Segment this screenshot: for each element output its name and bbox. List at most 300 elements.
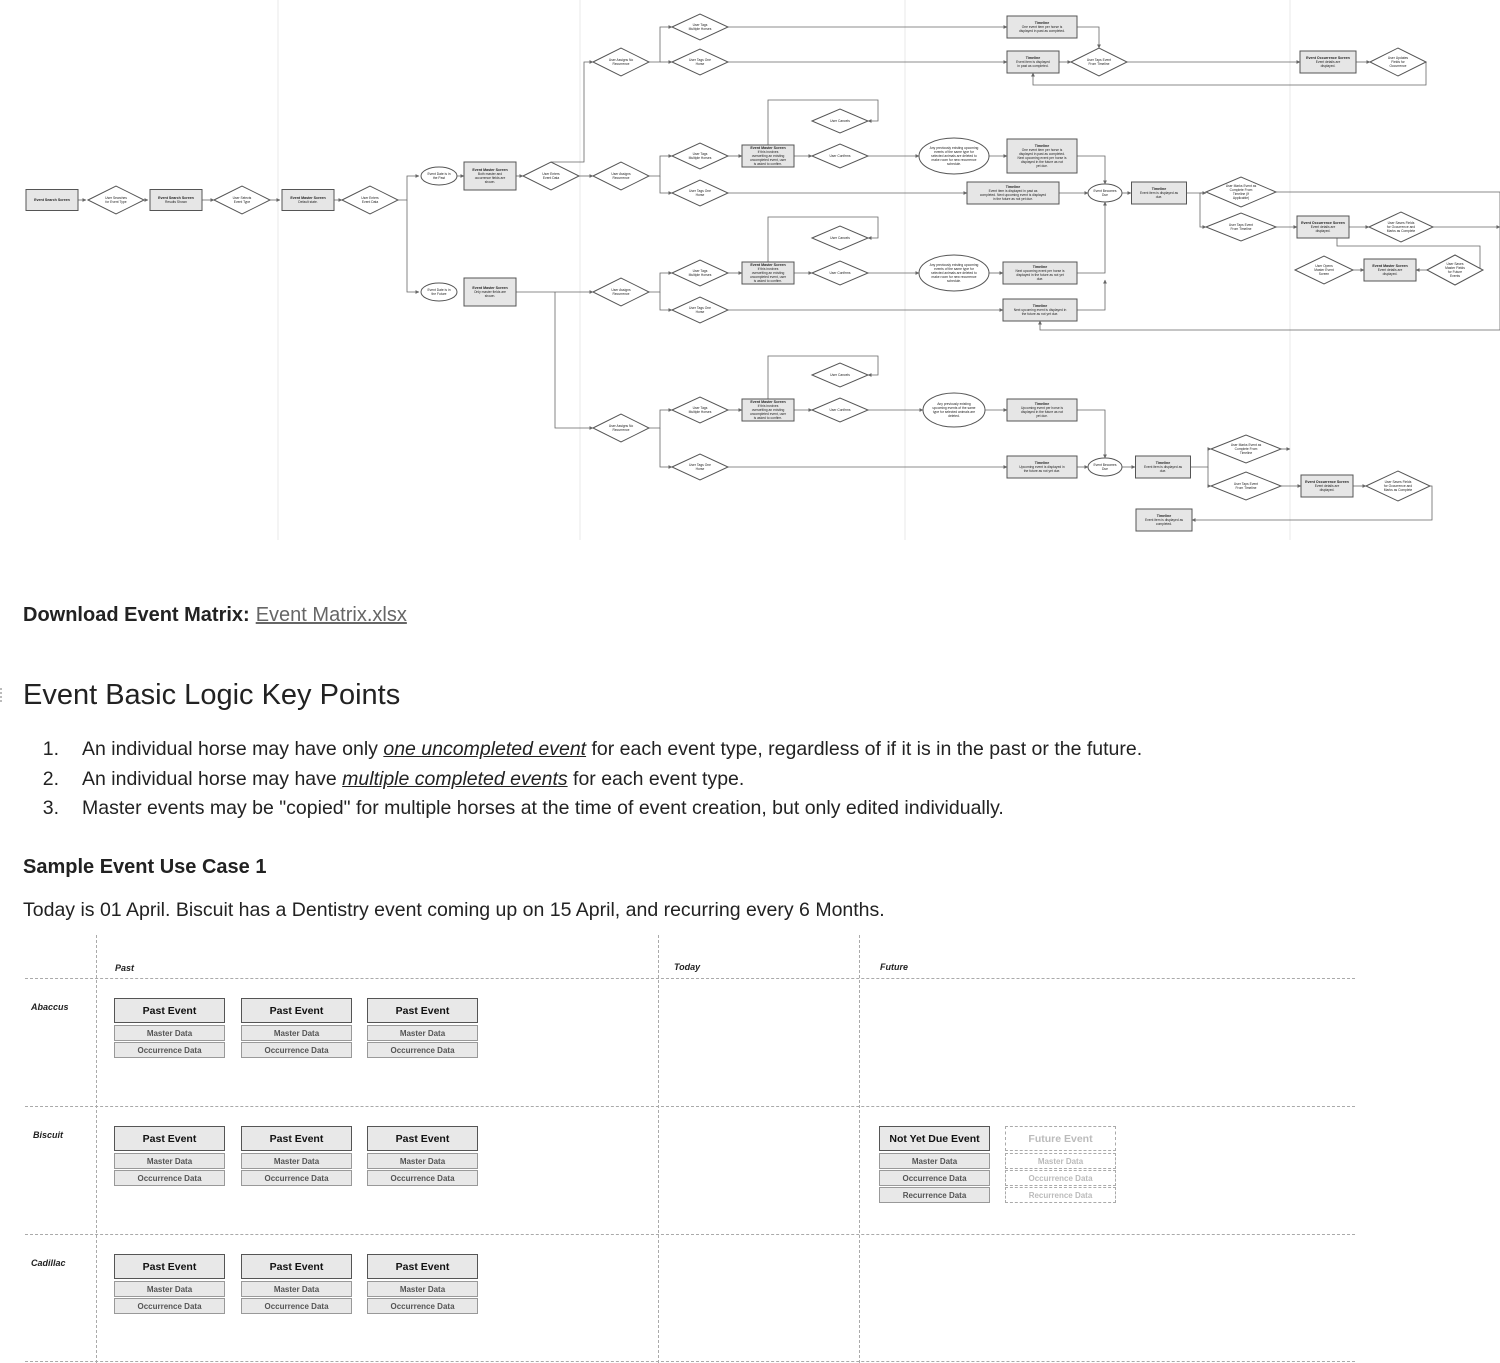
event-title: Past Event <box>241 1254 352 1279</box>
node-label: User Assigns <box>611 172 631 177</box>
grid-divider <box>25 1361 1355 1362</box>
flowchart-node <box>812 261 868 285</box>
node-title: Timeline <box>1151 187 1167 192</box>
flowchart-connector <box>1077 202 1105 273</box>
node-label: shown. <box>484 180 496 185</box>
node-label: From Timeline <box>1230 227 1252 232</box>
node-label: Master Event <box>1314 268 1334 273</box>
flowchart-node <box>1088 458 1122 476</box>
flowchart-connector <box>1077 27 1099 48</box>
node-label: Event details are <box>1377 268 1403 273</box>
node-label: User Confirms <box>829 408 851 413</box>
list-text: Master events may be "copied" for multiple horses at the time of event creation, but only edited individually. <box>82 797 1004 819</box>
node-label: Recurrence <box>612 292 630 297</box>
node-label: Horse <box>695 193 705 198</box>
occurrence-data-field: Occurrence Data <box>1005 1170 1116 1186</box>
node-label: Event Data <box>542 176 560 181</box>
node-label: due. <box>1155 195 1163 200</box>
flowchart-node <box>672 14 728 40</box>
list-text: for each event type. <box>567 767 745 790</box>
use-case-description: Today is 01 April. Biscuit has a Dentistry event coming up on 15 April, and recurring every 6 Months. <box>23 899 885 921</box>
list-text: An individual horse may have <box>82 767 343 790</box>
list-emphasis: multiple completed events <box>342 767 568 790</box>
node-label: Event details are <box>1314 484 1340 489</box>
node-label: Default state. <box>298 200 318 205</box>
node-label: User Tags One <box>689 189 711 194</box>
node-label: User Confirms <box>829 154 851 159</box>
node-label: Horse <box>695 62 705 67</box>
node-label: Event Date is in <box>427 288 451 293</box>
master-data-field: Master Data <box>367 1025 478 1041</box>
node-title: Timeline <box>1005 185 1021 190</box>
master-data-field: Master Data <box>367 1153 478 1169</box>
node-title: Timeline <box>1034 144 1050 149</box>
node-title: Timeline <box>1156 514 1172 519</box>
flowchart-node <box>1007 456 1077 478</box>
flowchart-connector <box>1077 280 1105 310</box>
list-number: 1. <box>42 738 59 760</box>
occurrence-data-field: Occurrence Data <box>114 1298 225 1314</box>
node-label: yet due. <box>1036 164 1048 169</box>
key-points-list <box>23 737 1142 826</box>
node-label: the Future <box>431 292 447 297</box>
node-label: Recurrence <box>612 62 630 67</box>
node-label: for Occurrence and <box>1386 225 1416 230</box>
occurrence-data-field: Occurrence Data <box>367 1042 478 1058</box>
flowchart-node <box>1007 399 1077 421</box>
event-title: Future Event <box>1005 1126 1116 1151</box>
node-label: selected animals are deleted to <box>931 271 977 276</box>
column-header-past: Past <box>115 963 135 973</box>
event-title: Past Event <box>367 998 478 1023</box>
flowchart-node <box>421 167 457 185</box>
node-label: Upcoming event is displayed in <box>1019 465 1065 470</box>
node-label: User Searches <box>105 196 127 201</box>
master-data-field: Master Data <box>879 1153 990 1169</box>
node-label: in the future as not yet due. <box>993 197 1033 202</box>
event-title: Past Event <box>114 998 225 1023</box>
node-title: Timeline <box>1025 56 1041 61</box>
node-label: overwriting an existing <box>751 271 785 276</box>
node-label: Event Data <box>361 200 379 205</box>
event-title: Past Event <box>367 1126 478 1151</box>
flowchart-connector <box>660 292 672 310</box>
node-label: User Cancels <box>830 236 850 241</box>
node-title: Timeline <box>1032 304 1048 309</box>
node-label: the future as not yet due. <box>1023 469 1061 474</box>
node-title: Event Search Screen <box>158 196 194 201</box>
occurrence-data-field: Occurrence Data <box>114 1170 225 1186</box>
node-label: completed. Next upcoming event is displayed <box>979 193 1047 198</box>
flowchart-node <box>88 186 144 214</box>
flowchart-node <box>1301 475 1353 497</box>
node-label: User Selects <box>232 196 252 201</box>
list-emphasis: one uncompleted event <box>383 738 587 760</box>
flowchart-node <box>742 262 794 284</box>
flowchart-connector <box>1208 467 1211 486</box>
node-label: Complete From <box>1234 447 1258 452</box>
node-label: yet due. <box>1036 414 1048 419</box>
node-label: One event item per horse is <box>1021 25 1063 30</box>
flowchart-node <box>1088 184 1122 202</box>
flowchart-connector <box>649 273 672 292</box>
flowchart-node <box>1211 435 1281 463</box>
master-data-field: Master Data <box>114 1153 225 1169</box>
event-title: Past Event <box>241 1126 352 1151</box>
node-label: uncompleted event, user <box>749 158 787 163</box>
past-event-card <box>114 998 225 1058</box>
node-label: Fields for <box>1391 60 1405 65</box>
node-label: Any previously existing upcoming <box>929 263 979 268</box>
node-label: Complete From <box>1229 188 1253 193</box>
node-title: Event Master Screen <box>750 263 786 268</box>
flowchart-node <box>26 190 78 211</box>
node-label: User Tags <box>692 152 708 157</box>
list-text: for each event type, regardless of if it is in the past or the future. <box>586 738 1143 760</box>
node-label: Marks as Complete <box>1383 488 1413 493</box>
node-title: Event Master Screen <box>290 196 326 201</box>
node-title: Timeline <box>1155 461 1171 466</box>
node-title: Timeline <box>1032 265 1048 270</box>
flowchart-node <box>1071 48 1127 76</box>
row-header-cadillac: Cadillac <box>31 1258 66 1268</box>
past-event-card <box>114 1126 225 1186</box>
list-item <box>23 767 1142 797</box>
node-label: Event item is displayed as <box>1143 465 1183 470</box>
node-label: due. <box>1159 469 1167 474</box>
node-label: Only master fields are <box>473 290 507 295</box>
node-label: User Taps Event <box>1086 58 1112 63</box>
node-label: Occurrence <box>1389 64 1407 69</box>
flowchart-node <box>812 398 868 422</box>
node-label: for Event Type <box>105 200 127 205</box>
node-label: make room for new recurrence <box>931 275 977 280</box>
list-item <box>23 737 1142 767</box>
node-label: upcoming events of the same <box>932 406 976 411</box>
node-label: Event details are <box>1310 225 1336 230</box>
flowchart-node <box>812 109 868 133</box>
row-header-biscuit: Biscuit <box>33 1130 64 1140</box>
node-label: displayed. <box>1319 488 1335 493</box>
node-label: deleted. <box>948 414 960 419</box>
node-label: Both master and <box>477 172 503 177</box>
node-label: displayed in past as completed. <box>1018 29 1066 34</box>
node-label: schedule. <box>946 279 962 284</box>
node-label: Multiple Horses <box>688 156 712 161</box>
future-event-card <box>1005 1126 1116 1203</box>
node-label: Next upcoming event is displayed in <box>1013 308 1067 313</box>
flowchart-node <box>1007 51 1059 73</box>
node-label: Due <box>1101 193 1109 198</box>
flowchart-node <box>464 162 516 190</box>
node-title: Event Master Screen <box>750 146 786 151</box>
flowchart-node <box>1206 213 1276 241</box>
flowchart-node <box>1003 262 1077 284</box>
node-label: completed. <box>1155 522 1173 527</box>
node-label: Due <box>1101 467 1109 472</box>
node-label: for Future <box>1447 270 1463 275</box>
node-title: Event Master Screen <box>472 168 508 173</box>
flowchart-connector <box>1200 193 1206 227</box>
node-label: selected animals are deleted to <box>931 154 977 159</box>
node-label: Multiple Horses <box>688 27 712 32</box>
node-label: Any previously existing upcoming <box>929 146 979 151</box>
node-label: uncompleted event, user <box>749 412 787 417</box>
node-title: Timeline <box>1034 461 1050 466</box>
node-label: events of the same type for <box>934 150 974 155</box>
past-event-card <box>367 1126 478 1186</box>
occurrence-data-field: Occurrence Data <box>367 1298 478 1314</box>
flowchart-connector <box>1040 192 1500 330</box>
node-label: Event Becomes <box>1093 463 1117 468</box>
node-title: Event Occurrence Screen <box>1305 480 1349 485</box>
node-label: Event item is displayed in past as <box>988 189 1038 194</box>
node-label: overwriting an existing <box>751 408 785 413</box>
node-label: displayed in past as completed. <box>1018 152 1066 157</box>
event-title: Past Event <box>241 998 352 1023</box>
flowchart-node <box>1206 177 1276 207</box>
grid-divider <box>25 978 1355 979</box>
flowchart-node <box>1136 456 1191 478</box>
node-label: uncompleted event, user <box>749 275 787 280</box>
node-label: Any previously existing <box>937 402 971 407</box>
flowchart-node <box>593 278 649 306</box>
master-data-field: Master Data <box>114 1281 225 1297</box>
flowchart-node <box>1427 255 1483 285</box>
occurrence-data-field: Occurrence Data <box>879 1170 990 1186</box>
download-event-matrix <box>23 604 407 627</box>
occurrence-data-field: Occurrence Data <box>241 1042 352 1058</box>
key-points-heading: Event Basic Logic Key Points <box>23 679 401 711</box>
node-label: User Enters <box>361 196 379 201</box>
node-label: From Timeline <box>1235 486 1257 491</box>
node-label: Event item is displayed <box>1016 60 1050 65</box>
flowchart-connector <box>551 62 593 162</box>
flowchart-node <box>593 414 649 442</box>
flowchart-node <box>672 260 728 286</box>
flowchart-node <box>742 145 794 167</box>
node-title: Event Master Screen <box>472 286 508 291</box>
node-title: Event Master Screen <box>1372 264 1408 269</box>
event-title: Past Event <box>114 1254 225 1279</box>
node-label: Event Date is in <box>427 172 451 177</box>
flowchart-node <box>523 162 579 190</box>
use-case-heading: Sample Event Use Case 1 <box>23 856 267 878</box>
node-label: User Enters <box>542 172 560 177</box>
flowchart-node <box>967 182 1059 204</box>
node-label: displayed in the future as not yet <box>1016 273 1064 278</box>
node-label: type for selected animals are <box>932 410 976 415</box>
grid-divider <box>25 1234 1355 1235</box>
flowchart-node <box>672 49 728 75</box>
flowchart-node <box>742 399 794 421</box>
node-label: User Cancels <box>830 373 850 378</box>
master-data-field: Master Data <box>241 1281 352 1297</box>
flowchart-node <box>214 186 270 214</box>
node-label: User Assigns No <box>608 58 634 63</box>
node-label: User Opens <box>1315 264 1333 269</box>
flowchart-connector <box>555 292 593 428</box>
row-header-abaccus: Abaccus <box>31 1002 69 1012</box>
event-title: Not Yet Due Event <box>879 1126 990 1151</box>
flowchart-node <box>421 283 457 301</box>
flowchart-connector <box>649 27 672 62</box>
flowchart-node <box>923 393 985 427</box>
node-label: the future as not yet due. <box>1021 312 1059 317</box>
event-timeline-grid <box>0 935 1500 1363</box>
node-label: User Taps Event <box>1233 482 1259 487</box>
node-label: displayed. <box>1315 229 1331 234</box>
flowchart-node <box>593 48 649 76</box>
grid-divider <box>859 935 860 1363</box>
flowchart-node <box>812 144 868 168</box>
not-yet-due-event-card <box>879 1126 990 1203</box>
column-header-today: Today <box>674 962 701 972</box>
node-label: for Occurrence and <box>1383 484 1413 489</box>
past-event-card <box>241 1126 352 1186</box>
occurrence-data-field: Occurrence Data <box>241 1170 352 1186</box>
node-label: Timeline (If <box>1232 192 1250 197</box>
node-label: Event item is displayed as <box>1144 518 1184 523</box>
node-label: displayed. <box>1382 272 1398 277</box>
node-label: schedule. <box>946 162 962 167</box>
event-matrix-link[interactable]: Event Matrix.xlsx <box>255 604 407 626</box>
node-label: in past as completed. <box>1017 64 1049 69</box>
node-label: Master Fields <box>1445 266 1465 271</box>
node-label: displayed in the future as not <box>1020 160 1064 165</box>
node-label: Next upcoming event per horse is <box>1017 156 1067 161</box>
node-label: is asked to confirm. <box>753 279 783 284</box>
flowchart-connector <box>1077 156 1105 184</box>
flowchart-connector <box>649 410 672 428</box>
master-data-field: Master Data <box>1005 1153 1116 1169</box>
flowchart-node <box>342 186 398 214</box>
node-label: User Marks Event as <box>1230 443 1262 448</box>
flowchart-connector <box>398 176 419 200</box>
past-event-card <box>114 1254 225 1314</box>
master-data-field: Master Data <box>241 1153 352 1169</box>
node-label: If this involves <box>757 404 779 409</box>
flowchart-node <box>812 226 868 250</box>
flowchart-node <box>1007 16 1077 38</box>
node-label: User Tags One <box>689 463 711 468</box>
grid-divider <box>96 935 97 1363</box>
flowchart-node <box>1369 212 1433 242</box>
node-label: overwriting an existing <box>751 154 785 159</box>
list-number: 3. <box>42 797 59 819</box>
node-label: Multiple Horses <box>688 410 712 415</box>
past-event-card <box>241 998 352 1058</box>
node-label: shown. <box>484 294 496 299</box>
node-label: One event item per horse is <box>1021 148 1063 153</box>
node-label: If this involves <box>757 150 779 155</box>
flowchart-connector <box>660 428 672 467</box>
node-label: Events <box>1449 274 1461 279</box>
flowchart-connector <box>1191 449 1211 467</box>
flowchart-node <box>672 297 728 323</box>
column-header-future: Future <box>880 962 908 972</box>
node-title: Event Occurrence Screen <box>1301 221 1345 226</box>
node-label: User Taps Event <box>1228 223 1254 228</box>
grid-divider <box>25 1106 1355 1107</box>
flowchart-node <box>1364 259 1416 281</box>
node-label: make room for new recurrence <box>931 158 977 163</box>
node-label: User Tags <box>692 269 708 274</box>
flowchart-node <box>282 190 334 211</box>
flowchart-node <box>1295 256 1353 284</box>
node-label: Applicable) <box>1232 196 1250 201</box>
download-label: Download Event Matrix: <box>23 604 250 626</box>
node-label: User Assigns <box>611 288 631 293</box>
grid-divider <box>658 935 659 1363</box>
node-label: Upcoming event per horse is <box>1021 406 1063 411</box>
flowchart-node <box>1136 509 1192 531</box>
node-label: User Assigns No <box>608 424 634 429</box>
node-label: User Confirms <box>829 271 851 276</box>
node-label: User Marks Event as <box>1225 184 1257 189</box>
event-title: Past Event <box>367 1254 478 1279</box>
recurrence-data-field: Recurrence Data <box>879 1187 990 1203</box>
node-label: Horse <box>695 310 705 315</box>
node-title: Event Search Screen <box>34 198 70 203</box>
node-label: User Saves <box>1446 262 1464 267</box>
node-label: Marks as Complete <box>1386 229 1416 234</box>
node-label: User Saves Fields <box>1384 480 1412 485</box>
node-label: Event details are <box>1315 60 1341 65</box>
flowchart-node <box>1300 51 1356 73</box>
flowchart-node <box>672 454 728 480</box>
node-label: Timeline <box>1239 451 1253 456</box>
node-label: events of the same type for <box>934 267 974 272</box>
node-label: the Past <box>432 176 446 181</box>
flowchart-node <box>1007 139 1077 173</box>
node-label: Event Becomes <box>1093 189 1117 194</box>
node-label: occurrence fields are <box>474 176 506 181</box>
node-label: Next upcoming event per horse is <box>1015 269 1065 274</box>
flowchart-node <box>150 190 202 211</box>
node-label: Multiple Horses <box>688 273 712 278</box>
node-label: User Cancels <box>830 119 850 124</box>
node-label: Horse <box>695 467 705 472</box>
node-title: Timeline <box>1034 21 1050 26</box>
flowchart-node <box>1132 182 1187 204</box>
event-title: Past Event <box>114 1126 225 1151</box>
heading-anchor-mark <box>0 688 6 702</box>
list-number: 2. <box>42 767 59 790</box>
node-title: Event Master Screen <box>750 400 786 405</box>
occurrence-data-field: Occurrence Data <box>367 1170 478 1186</box>
flowchart-connector <box>1077 410 1105 458</box>
node-label: displayed in the future as not <box>1020 410 1064 415</box>
node-label: displayed. <box>1320 64 1336 69</box>
flowchart-node <box>464 278 516 306</box>
node-label: is asked to confirm. <box>753 162 783 167</box>
flowchart-node <box>1297 216 1349 238</box>
occurrence-data-field: Occurrence Data <box>114 1042 225 1058</box>
flowchart-node <box>672 180 728 206</box>
master-data-field: Master Data <box>114 1025 225 1041</box>
list-item <box>23 796 1142 826</box>
flowchart-node <box>1366 471 1430 501</box>
past-event-card <box>241 1254 352 1314</box>
master-data-field: Master Data <box>367 1281 478 1297</box>
flowchart-connector <box>407 200 419 292</box>
flowchart-node <box>672 397 728 423</box>
node-label: Recurrence <box>612 176 630 181</box>
node-label: User Tags One <box>689 58 711 63</box>
flowchart-connector <box>660 176 672 193</box>
flowchart-node <box>919 138 989 174</box>
